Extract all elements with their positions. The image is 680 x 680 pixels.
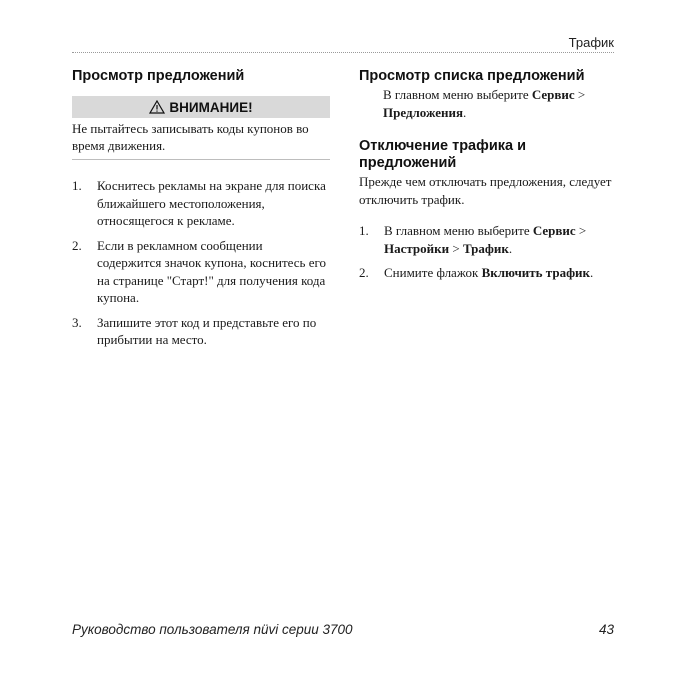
offers-heading: Просмотр предложений: [72, 68, 245, 84]
list-item: [72, 177, 330, 230]
warning-text: Не пытайтесь записывать коды купонов во время движения.: [72, 120, 330, 160]
header-dotted-rule: [72, 52, 614, 53]
warning-triangle-icon: [149, 100, 165, 114]
warning-banner: [72, 96, 330, 118]
step-text: Запишите этот код и представьте его по прибытии на место.: [97, 314, 317, 347]
step-number: 1.: [72, 178, 82, 193]
disable-traffic-intro: Прежде чем отключать предложения, следует отключить трафик.: [359, 174, 612, 207]
step-number: 3.: [72, 314, 82, 330]
list-item: 2. Снимите флажок Включить трафик.: [359, 265, 594, 280]
left-column: [72, 68, 330, 356]
menu-path-offers: Предложения: [383, 104, 464, 120]
menu-path-traffic: Трафик: [462, 240, 509, 256]
step-number: 2.: [72, 237, 82, 253]
disable-steps-list: [359, 222, 621, 282]
list-item: [72, 237, 330, 307]
footer-manual-title: Руководство пользователя nüvi серии 3700: [72, 622, 353, 637]
disable-traffic-heading: Отключение трафика и предложений: [359, 138, 526, 171]
step-number: 2.: [359, 265, 369, 280]
step-text: Коснитесь рекламы на экране для поиска ближайшего местоположения, относящегося к рекламе.: [97, 178, 326, 228]
menu-path-settings: Настройки: [384, 240, 450, 256]
offers-list-heading: Просмотр списка предложений: [359, 68, 585, 84]
warning-label: ВНИМАНИЕ!: [169, 99, 253, 115]
list-item: 1. В главном меню выберите Сервис > Настройки > Трафик.: [359, 223, 587, 256]
option-enable-traffic: Включить трафик: [481, 265, 591, 280]
list-item: [72, 314, 330, 349]
menu-path-tools: Сервис: [532, 223, 576, 238]
offers-steps-list: [72, 177, 330, 349]
footer-page-number: 43: [598, 622, 614, 637]
menu-path-tools: Сервис: [531, 87, 575, 102]
step-number: 1.: [359, 223, 369, 238]
right-column: [359, 68, 621, 289]
step-text: Если в рекламном сообщении содержится значок купона, коснитесь его на странице "Старт!" для получения кода купона.: [97, 237, 326, 305]
offers-list-instruction: В главном меню выберите Сервис > Предложения.: [383, 87, 586, 120]
running-head-section-title: Трафик: [568, 35, 614, 50]
